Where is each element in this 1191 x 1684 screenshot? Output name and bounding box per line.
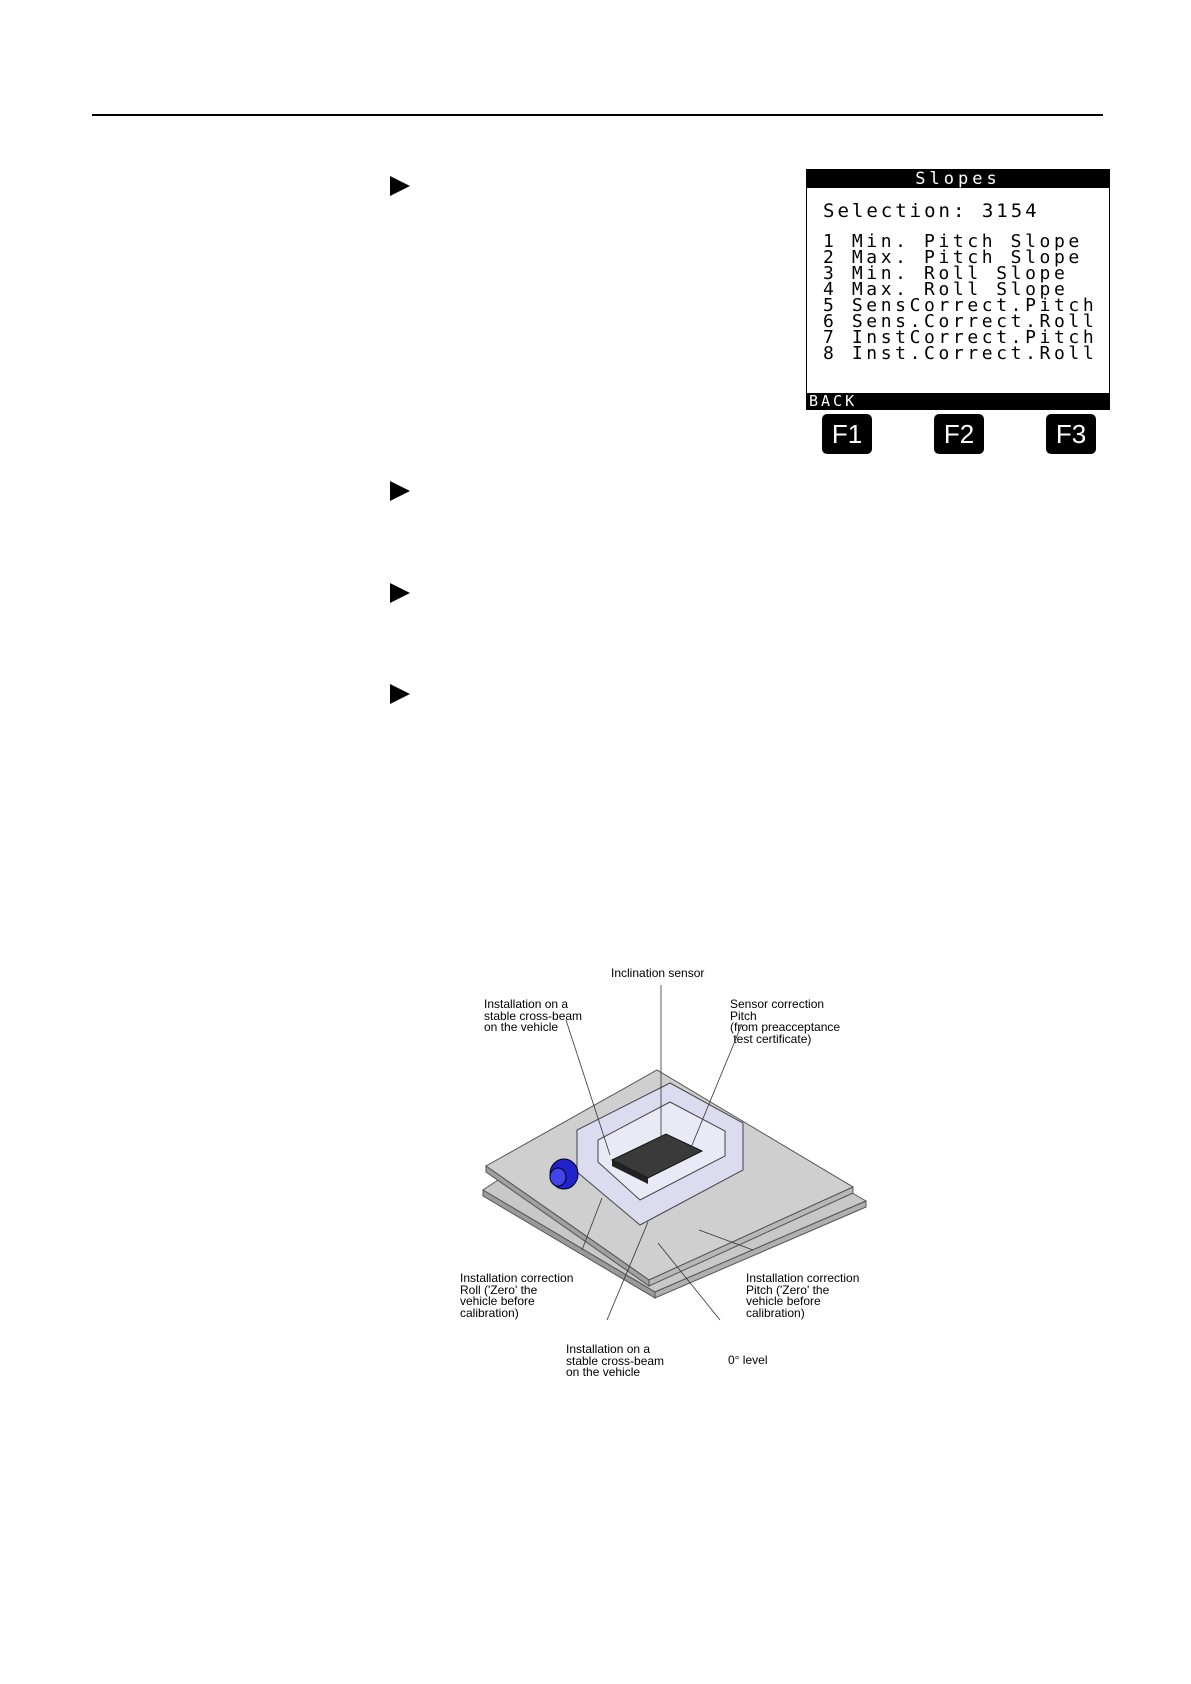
lcd-menu-item: 2 Max. Pitch Slope bbox=[823, 247, 1083, 268]
lcd-menu-item: 8 Inst.Correct.Roll bbox=[823, 343, 1098, 364]
label-sensor-correction: Sensor correction Pitch (from preacceptance test certificate) bbox=[730, 997, 841, 1046]
lcd-menu bbox=[823, 231, 1098, 364]
f2-key[interactable]: F2 bbox=[934, 414, 984, 454]
label-install-pitch: Installation correction Pitch ('Zero' the vehicle before calibration) bbox=[746, 1271, 860, 1320]
lcd-menu-item: 4 Max. Roll Slope bbox=[823, 279, 1069, 300]
lcd-menu-item: 7 InstCorrect.Pitch bbox=[823, 327, 1098, 348]
f3-key[interactable]: F3 bbox=[1046, 414, 1096, 454]
lcd-menu-item: 6 Sens.Correct.Roll bbox=[823, 311, 1098, 332]
lcd-menu-item: 3 Min. Roll Slope bbox=[823, 263, 1069, 284]
sensor-installation-figure bbox=[440, 960, 900, 1420]
label-zero-level: 0° level bbox=[728, 1353, 768, 1367]
bullet-arrow-icon bbox=[390, 176, 410, 196]
label-install-top: Installation on a stable cross-beam on the vehicle bbox=[484, 997, 583, 1034]
lcd-menu-item: 1 Min. Pitch Slope bbox=[823, 231, 1083, 252]
header-rule bbox=[92, 114, 1103, 116]
label-install-roll: Installation correction Roll ('Zero' the vehicle before calibration) bbox=[460, 1271, 574, 1320]
lcd-selection: Selection: 3154 bbox=[823, 200, 1040, 222]
lcd-display bbox=[806, 169, 1110, 410]
lcd-footer-back: BACK bbox=[807, 393, 1109, 409]
label-install-bottom: Installation on a stable cross-beam on the vehicle bbox=[566, 1342, 665, 1379]
bullet-arrow-icon bbox=[390, 684, 410, 704]
label-inclination-sensor: Inclination sensor bbox=[611, 966, 705, 980]
bullet-arrow-icon bbox=[390, 583, 410, 603]
bullet-arrow-icon bbox=[390, 481, 410, 501]
lcd-menu-item: 5 SensCorrect.Pitch bbox=[823, 295, 1098, 316]
lcd-title: Slopes bbox=[807, 170, 1109, 188]
f1-key[interactable]: F1 bbox=[822, 414, 872, 454]
